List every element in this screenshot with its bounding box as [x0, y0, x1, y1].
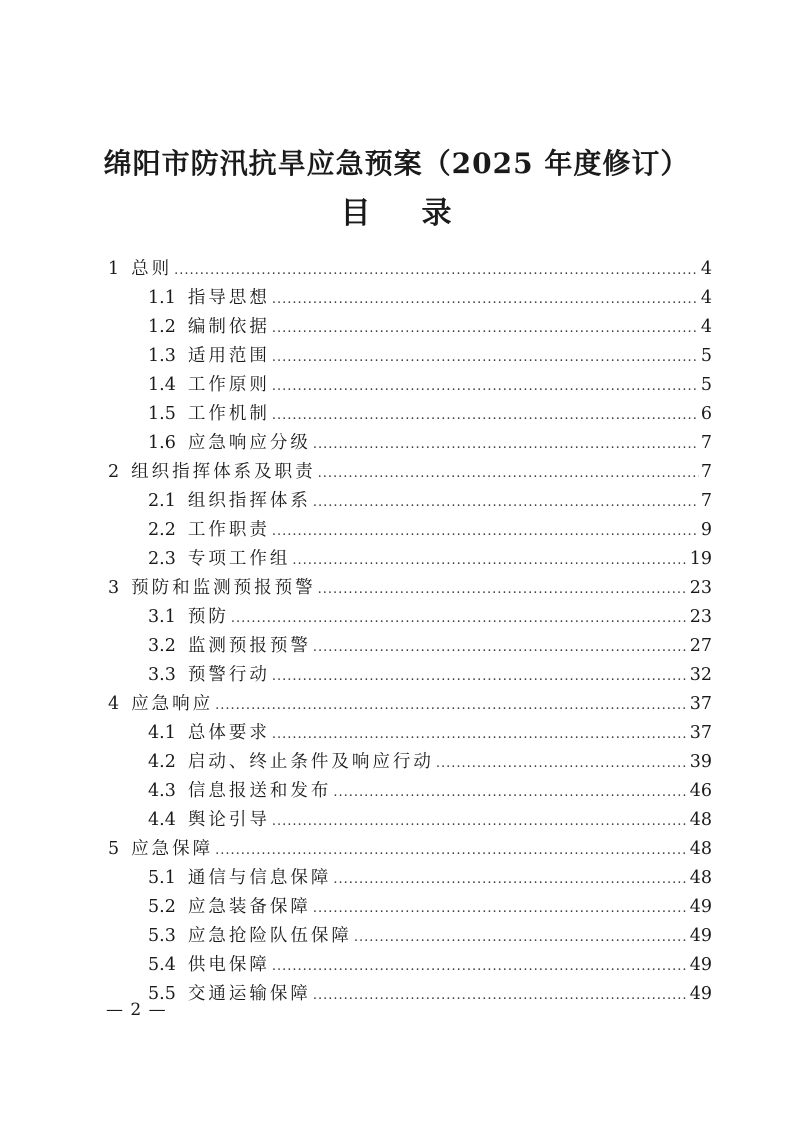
toc-entry-number: 1.1: [148, 288, 176, 308]
toc-entry-page: 4: [700, 317, 712, 337]
toc-section-entry[interactable]: [108, 371, 712, 400]
toc-entry-number: 2.3: [148, 549, 176, 569]
toc-entry-page: 23: [689, 607, 712, 627]
toc-section-entry[interactable]: [108, 603, 712, 632]
toc-section-entry[interactable]: [108, 893, 712, 922]
toc-entry-number: 2.1: [148, 491, 176, 511]
toc-entry-label: 应急响应: [131, 694, 214, 714]
toc-section-entry[interactable]: [108, 545, 712, 574]
toc-entry-page: 48: [689, 868, 712, 888]
toc-entry-label: 指导思想: [187, 288, 270, 308]
toc-entry-label: 预警行动: [187, 665, 270, 685]
toc-entry-label: 通信与信息保障: [187, 868, 332, 888]
toc-dot-leader: [272, 517, 699, 546]
toc-entry-page: 23: [689, 578, 712, 598]
toc-entry-number: 4: [108, 694, 120, 714]
toc-entry-page: 49: [689, 926, 712, 946]
toc-entry-label: 工作原则: [187, 375, 270, 395]
toc-entry-number: 2.2: [148, 520, 176, 540]
toc-dot-leader: [354, 923, 688, 952]
toc-entry-page: 7: [700, 433, 712, 453]
toc-dot-leader: [272, 343, 699, 372]
toc-dot-leader: [215, 691, 688, 720]
toc-entry-label: 舆论引导: [187, 810, 270, 830]
toc-section-entry[interactable]: [108, 400, 712, 429]
toc-entry-label: 工作机制: [187, 404, 270, 424]
toc-entry-page: 46: [689, 781, 712, 801]
toc-chapter-entry[interactable]: [108, 574, 712, 603]
toc-dot-leader: [272, 401, 699, 430]
toc-section-entry[interactable]: [108, 284, 712, 313]
toc-entry-label: 应急装备保障: [187, 897, 311, 917]
toc-entry-number: 5.1: [148, 868, 176, 888]
toc-dot-leader: [215, 836, 688, 865]
toc-entry-page: 6: [700, 404, 712, 424]
toc-entry-label: 组织指挥体系及职责: [131, 462, 316, 482]
toc-entry-page: 7: [700, 491, 712, 511]
toc-entry-page: 4: [700, 259, 712, 279]
toc-entry-number: 3: [108, 578, 120, 598]
toc-section-entry[interactable]: [108, 719, 712, 748]
toc-entry-number: 4.2: [148, 752, 176, 772]
toc-entry-number: 1.2: [148, 317, 176, 337]
toc-dot-leader: [313, 430, 699, 459]
toc-entry-number: 4.4: [148, 810, 176, 830]
toc-dot-leader: [292, 546, 687, 575]
toc-entry-label: 专项工作组: [187, 549, 291, 569]
toc-entry-page: 37: [689, 723, 712, 743]
toc-entry-page: 49: [689, 897, 712, 917]
toc-entry-page: 49: [689, 955, 712, 975]
toc-heading-right: 录: [421, 196, 453, 231]
toc-entry-page: 49: [689, 984, 712, 1004]
toc-dot-leader: [272, 952, 688, 981]
toc-entry-number: 5.2: [148, 897, 176, 917]
toc-entry-label: 启动、终止条件及响应行动: [187, 752, 434, 772]
toc-section-entry[interactable]: [108, 632, 712, 661]
toc-entry-label: 供电保障: [187, 955, 270, 975]
toc-dot-leader: [313, 633, 688, 662]
toc-entry-label: 监测预报预警: [187, 636, 311, 656]
toc-entry-number: 5.3: [148, 926, 176, 946]
toc-dot-leader: [272, 662, 688, 691]
toc-entry-number: 2: [108, 462, 120, 482]
toc-dot-leader: [313, 894, 688, 923]
toc-section-entry[interactable]: [108, 487, 712, 516]
toc-dot-leader: [313, 488, 699, 517]
toc-entry-label: 预防: [187, 607, 229, 627]
toc-entry-number: 4.3: [148, 781, 176, 801]
toc-dot-leader: [231, 604, 688, 633]
toc-section-entry[interactable]: [108, 313, 712, 342]
toc-chapter-entry[interactable]: [108, 458, 712, 487]
toc-dot-leader: [318, 459, 699, 488]
toc-entry-page: 5: [700, 375, 712, 395]
toc-entry-page: 7: [700, 462, 712, 482]
toc-dot-leader: [272, 314, 699, 343]
toc-entry-number: 4.1: [148, 723, 176, 743]
toc-entry-label: 工作职责: [187, 520, 270, 540]
table-of-contents: [108, 255, 712, 1009]
toc-entry-page: 37: [689, 694, 712, 714]
toc-entry-label: 适用范围: [187, 346, 270, 366]
toc-entry-page: 39: [689, 752, 712, 772]
toc-entry-number: 1.5: [148, 404, 176, 424]
toc-section-entry[interactable]: [108, 516, 712, 545]
toc-entry-number: 1.3: [148, 346, 176, 366]
toc-dot-leader: [313, 981, 688, 1010]
toc-section-entry[interactable]: [108, 980, 712, 1009]
toc-heading: [0, 188, 793, 232]
toc-entry-label: 交通运输保障: [187, 984, 311, 1004]
toc-entry-number: 1.6: [148, 433, 176, 453]
toc-dot-leader: [272, 807, 688, 836]
toc-entry-number: 3.1: [148, 607, 176, 627]
toc-section-entry[interactable]: [108, 864, 712, 893]
toc-dot-leader: [436, 749, 688, 778]
toc-entry-number: 3.3: [148, 665, 176, 685]
toc-entry-number: 5.5: [148, 984, 176, 1004]
toc-section-entry[interactable]: [108, 748, 712, 777]
document-title: 绵阳市防汛抗旱应急预案（2025 年度修订）: [103, 147, 690, 180]
toc-chapter-entry[interactable]: [108, 835, 712, 864]
toc-entry-page: 48: [689, 839, 712, 859]
toc-entry-label: 应急响应分级: [187, 433, 311, 453]
toc-dot-leader: [333, 865, 687, 894]
toc-entry-label: 应急抢险队伍保障: [187, 926, 352, 946]
toc-dot-leader: [272, 285, 699, 314]
toc-dot-leader: [333, 778, 687, 807]
toc-dot-leader: [272, 372, 699, 401]
toc-entry-label: 预防和监测预报预警: [131, 578, 316, 598]
toc-dot-leader: [318, 575, 688, 604]
toc-entry-label: 信息报送和发布: [187, 781, 332, 801]
toc-section-entry[interactable]: [108, 806, 712, 835]
toc-entry-page: 27: [689, 636, 712, 656]
toc-entry-number: 1.4: [148, 375, 176, 395]
toc-entry-page: 9: [700, 520, 712, 540]
toc-section-entry[interactable]: [108, 342, 712, 371]
page-number: — 2 —: [106, 1000, 167, 1020]
toc-chapter-entry[interactable]: [108, 255, 712, 284]
toc-entry-page: 48: [689, 810, 712, 830]
toc-entry-number: 3.2: [148, 636, 176, 656]
toc-entry-number: 5.4: [148, 955, 176, 975]
toc-section-entry[interactable]: [108, 922, 712, 951]
toc-entry-number: 5: [108, 839, 120, 859]
toc-section-entry[interactable]: [108, 777, 712, 806]
toc-entry-label: 应急保障: [131, 839, 214, 859]
toc-entry-page: 5: [700, 346, 712, 366]
toc-chapter-entry[interactable]: [108, 690, 712, 719]
toc-entry-page: 4: [700, 288, 712, 308]
toc-dot-leader: [272, 720, 688, 749]
toc-entry-page: 19: [689, 549, 712, 569]
toc-section-entry[interactable]: [108, 951, 712, 980]
toc-dot-leader: [174, 256, 699, 285]
toc-section-entry[interactable]: [108, 661, 712, 690]
toc-entry-number: 1: [108, 259, 120, 279]
toc-entry-label: 总体要求: [187, 723, 270, 743]
toc-entry-page: 32: [689, 665, 712, 685]
toc-heading-left: 目: [340, 196, 372, 231]
toc-entry-label: 编制依据: [187, 317, 270, 337]
toc-entry-label: 总则: [131, 259, 173, 279]
toc-section-entry[interactable]: [108, 429, 712, 458]
toc-entry-label: 组织指挥体系: [187, 491, 311, 511]
